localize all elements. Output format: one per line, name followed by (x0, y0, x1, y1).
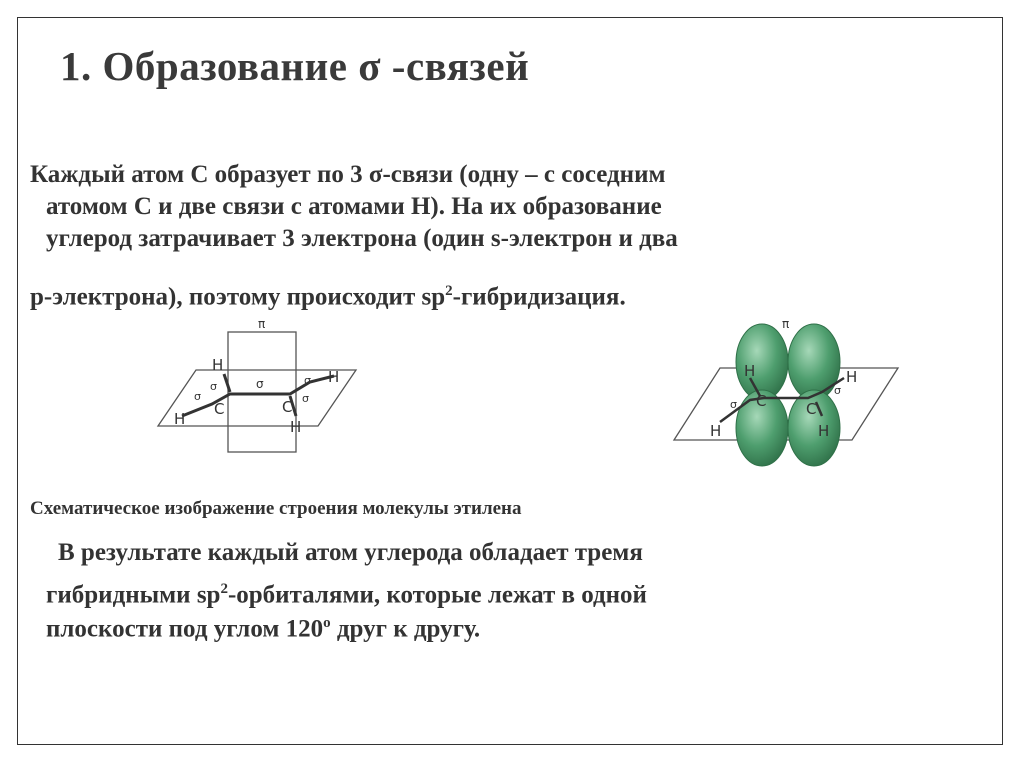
superscript: 2 (220, 581, 228, 597)
paragraph-line: Каждый атом С образует по 3 σ-связи (одну – с соседним (30, 161, 666, 188)
paragraph-line (30, 276, 626, 312)
hydrogen-label: H (290, 418, 302, 436)
paragraph-text: -орбиталями, которые лежат в одной (227, 581, 647, 609)
sigma-label: σ (256, 377, 264, 391)
paragraph-text: р-электрона), поэтому происходит sp (30, 283, 446, 311)
paragraph-line: атомом С и две связи с атомами Н). На их образование (46, 193, 662, 220)
sigma-label: σ (304, 374, 311, 387)
p-orbital-lobe (788, 324, 840, 400)
paragraph-text: гибридными sp (46, 581, 221, 609)
sigma-label: σ (210, 380, 217, 393)
hydrogen-label: H (174, 410, 186, 428)
ethylene-orbital-diagram (668, 318, 908, 468)
paragraph-line: углерод затрачивает 3 электрона (один s-электрон и два (46, 225, 678, 252)
p-orbital-lobes (736, 324, 840, 466)
sigma-label: σ (194, 390, 201, 403)
sigma-label: σ (302, 392, 309, 405)
superscript: о (323, 615, 331, 631)
paragraph-line: В результате каждый атом углерода обладает тремя (58, 539, 643, 566)
pi-plane (228, 332, 296, 452)
carbon-label: C (806, 400, 817, 418)
paragraph-text: плоскости под углом 120 (46, 615, 324, 643)
figure-caption: Схематическое изображение строения молекулы этилена (30, 498, 522, 519)
paragraph-line (46, 574, 647, 610)
carbon-label: C (756, 392, 767, 410)
hydrogen-label: H (818, 422, 830, 440)
sigma-label: σ (834, 384, 841, 397)
ethylene-schematic-diagram (150, 318, 365, 458)
carbon-label: C (282, 398, 293, 416)
paragraph-line (46, 608, 480, 644)
hydrogen-label: H (744, 362, 756, 380)
paragraph-text: друг к другу. (330, 615, 481, 643)
hydrogen-label: H (846, 368, 858, 386)
carbon-label: C (214, 400, 225, 418)
hydrogen-label: H (328, 368, 340, 386)
paragraph-text: -гибридизация. (452, 283, 626, 311)
hydrogen-label: H (710, 422, 722, 440)
superscript: 2 (445, 283, 453, 299)
pi-label: π (258, 317, 266, 331)
slide-title: 1. Образование σ -связей (60, 43, 530, 89)
pi-label: π (782, 317, 790, 331)
sigma-label: σ (730, 398, 737, 411)
hydrogen-label: H (212, 356, 224, 374)
